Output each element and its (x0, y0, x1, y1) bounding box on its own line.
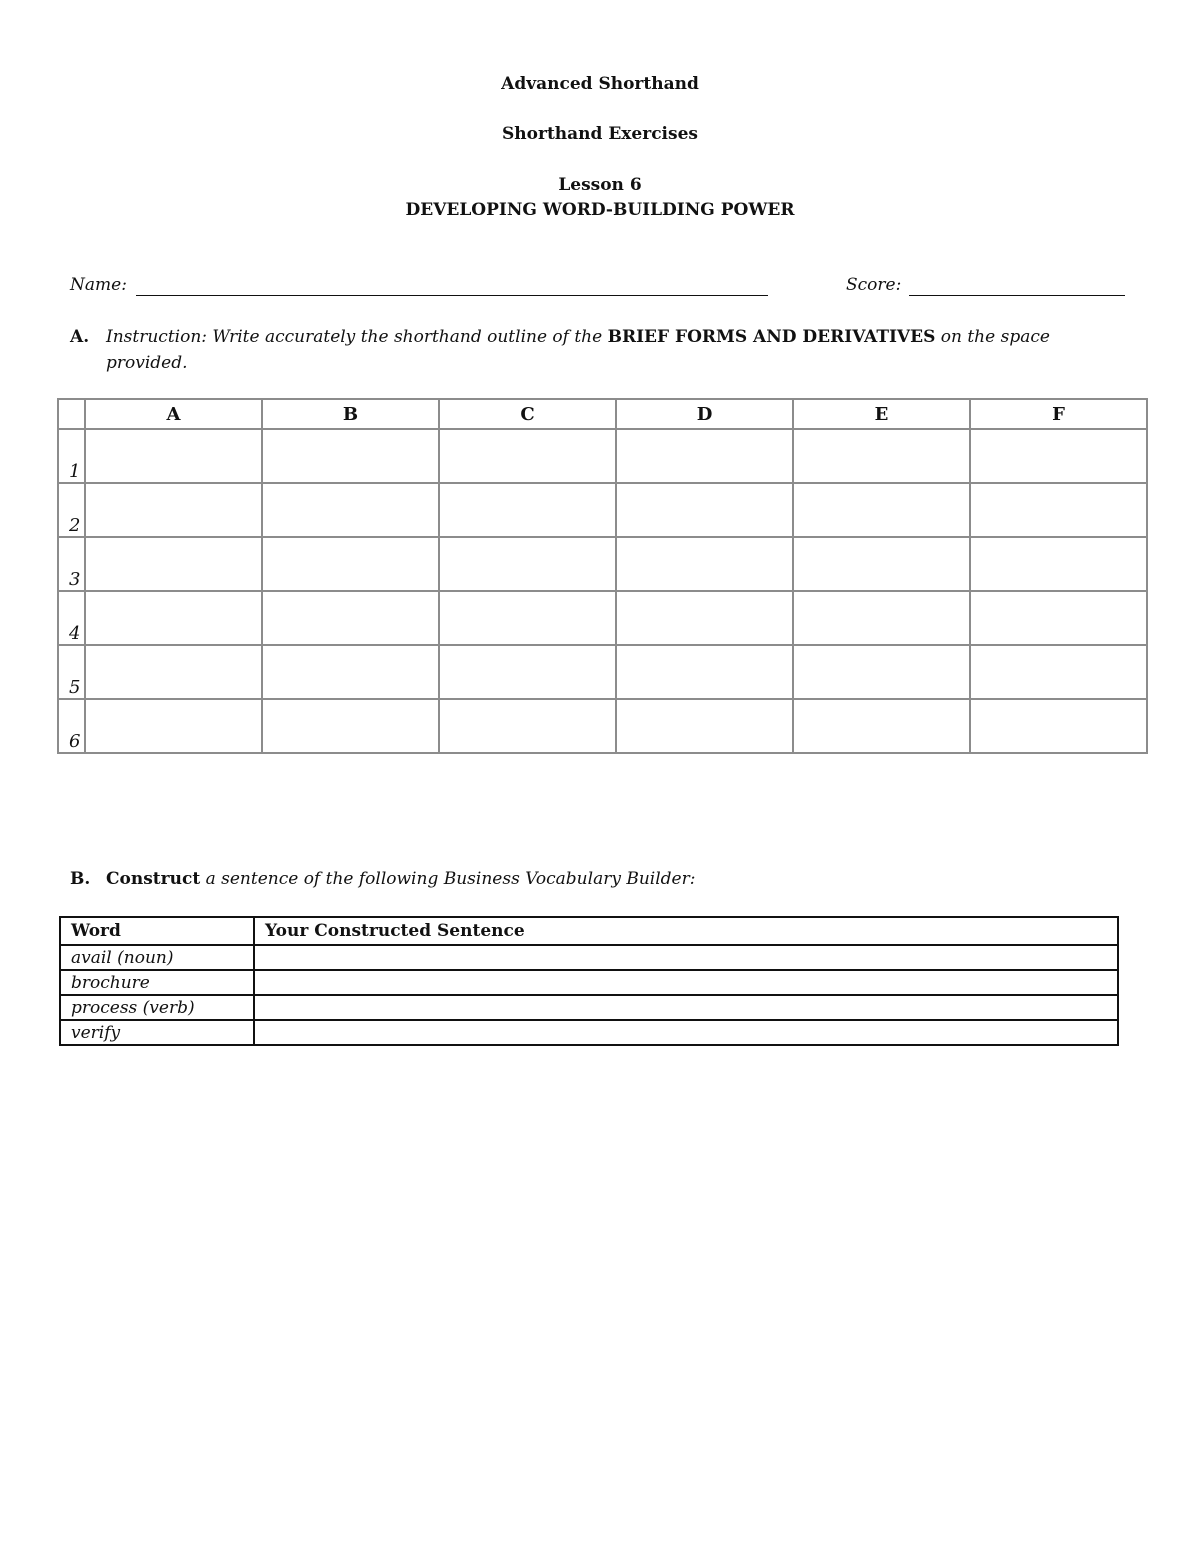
grid-row (58, 645, 1147, 699)
answer-cell[interactable] (262, 699, 439, 753)
answer-cell[interactable] (970, 537, 1147, 591)
table-row (60, 945, 1118, 970)
answer-cell[interactable] (85, 483, 262, 537)
answer-cell[interactable] (85, 537, 262, 591)
answer-cell[interactable] (439, 591, 616, 645)
grid-row-number: 6 (58, 699, 85, 753)
grid-row (58, 483, 1147, 537)
answer-cell[interactable] (616, 591, 793, 645)
answer-cell[interactable] (793, 429, 970, 483)
grid-column-header: D (616, 399, 793, 429)
answer-cell[interactable] (262, 645, 439, 699)
vocab-header-word: Word (60, 917, 254, 945)
answer-cell[interactable] (262, 537, 439, 591)
name-label: Name: (70, 275, 127, 295)
grid-row (58, 699, 1147, 753)
answer-cell[interactable] (85, 429, 262, 483)
answer-cell[interactable] (616, 699, 793, 753)
score-blank-line[interactable] (909, 295, 1125, 296)
answer-cell[interactable] (793, 591, 970, 645)
table-row (60, 1020, 1118, 1045)
answer-cell[interactable] (85, 699, 262, 753)
sentence-cell[interactable] (254, 995, 1118, 1020)
vocabulary-table (59, 916, 1119, 1046)
grid-row (58, 429, 1147, 483)
lesson-topic: DEVELOPING WORD-BUILDING POWER (405, 200, 795, 220)
section-a-instruction-bold: BRIEF FORMS AND DERIVATIVES (607, 327, 936, 347)
grid-row-number: 3 (58, 537, 85, 591)
section-b-instruction (106, 866, 1106, 892)
answer-cell[interactable] (439, 429, 616, 483)
answer-cell[interactable] (970, 699, 1147, 753)
section-a-instruction (106, 324, 1106, 376)
answer-cell[interactable] (439, 537, 616, 591)
answer-cell[interactable] (793, 645, 970, 699)
answer-cell[interactable] (970, 645, 1147, 699)
section-a-instruction-line2: provided. (106, 353, 188, 373)
answer-cell[interactable] (616, 645, 793, 699)
grid-header-row (58, 399, 1147, 429)
section-b-instruction-rest: a sentence of the following Business Vocabulary Builder: (205, 869, 696, 889)
grid-row-number: 4 (58, 591, 85, 645)
section-a-letter: A. (70, 327, 90, 347)
grid-column-header: E (793, 399, 970, 429)
section-a-instruction-prefix: Instruction: Write accurately the shorthand outline of the (106, 327, 603, 347)
grid-column-header: B (262, 399, 439, 429)
vocab-header-row (60, 917, 1118, 945)
grid-corner-cell (58, 399, 85, 429)
grid-column-header: F (970, 399, 1147, 429)
answer-cell[interactable] (262, 429, 439, 483)
answer-cell[interactable] (970, 591, 1147, 645)
answer-cell[interactable] (793, 483, 970, 537)
answer-cell[interactable] (85, 645, 262, 699)
exercise-subtitle: Shorthand Exercises (502, 124, 698, 144)
answer-cell[interactable] (439, 645, 616, 699)
grid-row-number: 2 (58, 483, 85, 537)
score-label: Score: (846, 275, 902, 295)
answer-cell[interactable] (439, 699, 616, 753)
section-a-instruction-suffix: on the space (940, 327, 1050, 347)
grid-row-number: 1 (58, 429, 85, 483)
vocab-word: verify (60, 1020, 254, 1045)
table-row (60, 995, 1118, 1020)
answer-cell[interactable] (439, 483, 616, 537)
name-blank-line[interactable] (136, 295, 768, 296)
answer-cell[interactable] (262, 591, 439, 645)
course-title: Advanced Shorthand (501, 74, 699, 94)
grid-row-number: 5 (58, 645, 85, 699)
sentence-cell[interactable] (254, 945, 1118, 970)
vocab-word: process (verb) (60, 995, 254, 1020)
answer-cell[interactable] (262, 483, 439, 537)
vocab-word: brochure (60, 970, 254, 995)
grid-row (58, 591, 1147, 645)
answer-cell[interactable] (85, 591, 262, 645)
table-row (60, 970, 1118, 995)
sentence-cell[interactable] (254, 1020, 1118, 1045)
section-b-letter: B. (70, 869, 91, 889)
brief-forms-grid (57, 398, 1148, 754)
answer-cell[interactable] (970, 429, 1147, 483)
answer-cell[interactable] (970, 483, 1147, 537)
answer-cell[interactable] (793, 537, 970, 591)
lesson-number: Lesson 6 (558, 175, 642, 195)
sentence-cell[interactable] (254, 970, 1118, 995)
section-b-instruction-bold: Construct (106, 869, 201, 889)
answer-cell[interactable] (616, 429, 793, 483)
answer-cell[interactable] (616, 537, 793, 591)
vocab-word: avail (noun) (60, 945, 254, 970)
vocab-header-sentence: Your Constructed Sentence (254, 917, 1118, 945)
grid-column-header: C (439, 399, 616, 429)
grid-row (58, 537, 1147, 591)
grid-column-header: A (85, 399, 262, 429)
answer-cell[interactable] (616, 483, 793, 537)
answer-cell[interactable] (793, 699, 970, 753)
